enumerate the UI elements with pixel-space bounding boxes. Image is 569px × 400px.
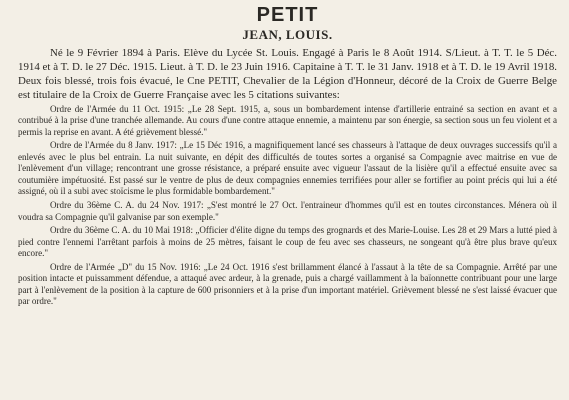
citations-list (18, 104, 557, 308)
biography-paragraph: Né le 9 Février 1894 à Paris. Elève du Lycée St. Louis. Engagé à Paris le 8 Août 1914. S/Lieut. à T. T. le 5 Déc. 1914 et à T. D. le 27 Déc. 1915. Lieut. à T. D. le 23 Juin 1916. Capitaine à T. T. le 31 Janv. 1918 et à T. D. le 19 Avril 1918. Deux fois blessé, trois fois évacué, le Cne PETIT, Chevalier de la Légion d'Honneur, décoré de la Croix de Guerre Belge est titulaire de la Croix de Guerre Française avec les 5 citations suivantes: (18, 47, 557, 101)
citation-paragraph: Ordre de l'Armée du 8 Janv. 1917: „Le 15 Déc 1916, a magnifiquement lancé ses chasseurs à l'attaque de deux ouvrages successifs qu'il a enlevés avec le plus bel entrain. La nuit suivante, en dépit des difficultés de toutes sortes a organisé sa Compagnie avec maitrise en vue de l'enlèvement d'un village; rencontrant une grosse résistance, a préparé ensuite avec vigueur l'assaut de la lisière qu'il a effectué ensuite avec sa coutumière impétuosité. Est passé sur le ventre de plus de deux compagnies ennemies terrifiées pour aller se fortifier au point précis qui lui a été assigné, où il a subi avec stoïcisme le plus formidable bombardement." (18, 140, 557, 197)
citation-paragraph: Ordre du 36ème C. A. du 24 Nov. 1917: „S'est montré le 27 Oct. l'entraineur d'hommes qu'il est en toutes circonstances. Ménera où il voudra sa Compagnie qu'il galvanise par son exemple." (18, 200, 557, 222)
page-title: PETIT (256, 4, 319, 26)
citation-paragraph: Ordre du 36ème C. A. du 10 Mai 1918: „Officier d'élite digne du temps des grognards et des Marie-Louise. Les 28 et 29 Mars a lutté pied à pied contre l'ennemi l'arrêtant parfois à moins de 25 mètres, faisant le coup de feu avec ses chasseurs, ne songeant qu'à être plus brave qu'eux encore." (18, 225, 557, 259)
citation-paragraph: Ordre de l'Armée du 11 Oct. 1915: „Le 28 Sept. 1915, a, sous un bombardement intense d'artillerie entrainé sa section en avant et a contribué à la prise d'une tranchée allemande. Au cours d'une contre attaque ennemie, a maintenu par son énergie, sa section sous un feu violent et a permis la reprise en avant. A été grièvement blessé." (18, 103, 557, 137)
citation-paragraph: Ordre de l'Armée „D" du 15 Nov. 1916: „Le 24 Oct. 1916 s'est brillamment élancé à l'assaut à la tête de sa Compagnie. Arrêté par une position intacte et puissamment défendue, a attaqué avec ardeur, à la grenade, puis a chargé vaillamment à la baïonnette contribuant pour une large part à l'enlèvement de la position à la capture de 600 prisonniers et à la prise d'un important matériel. Grièvement blessé ne s'est laissé évacuer que par ordre." (18, 261, 557, 307)
person-name: JEAN, LOUIS. (242, 27, 333, 42)
